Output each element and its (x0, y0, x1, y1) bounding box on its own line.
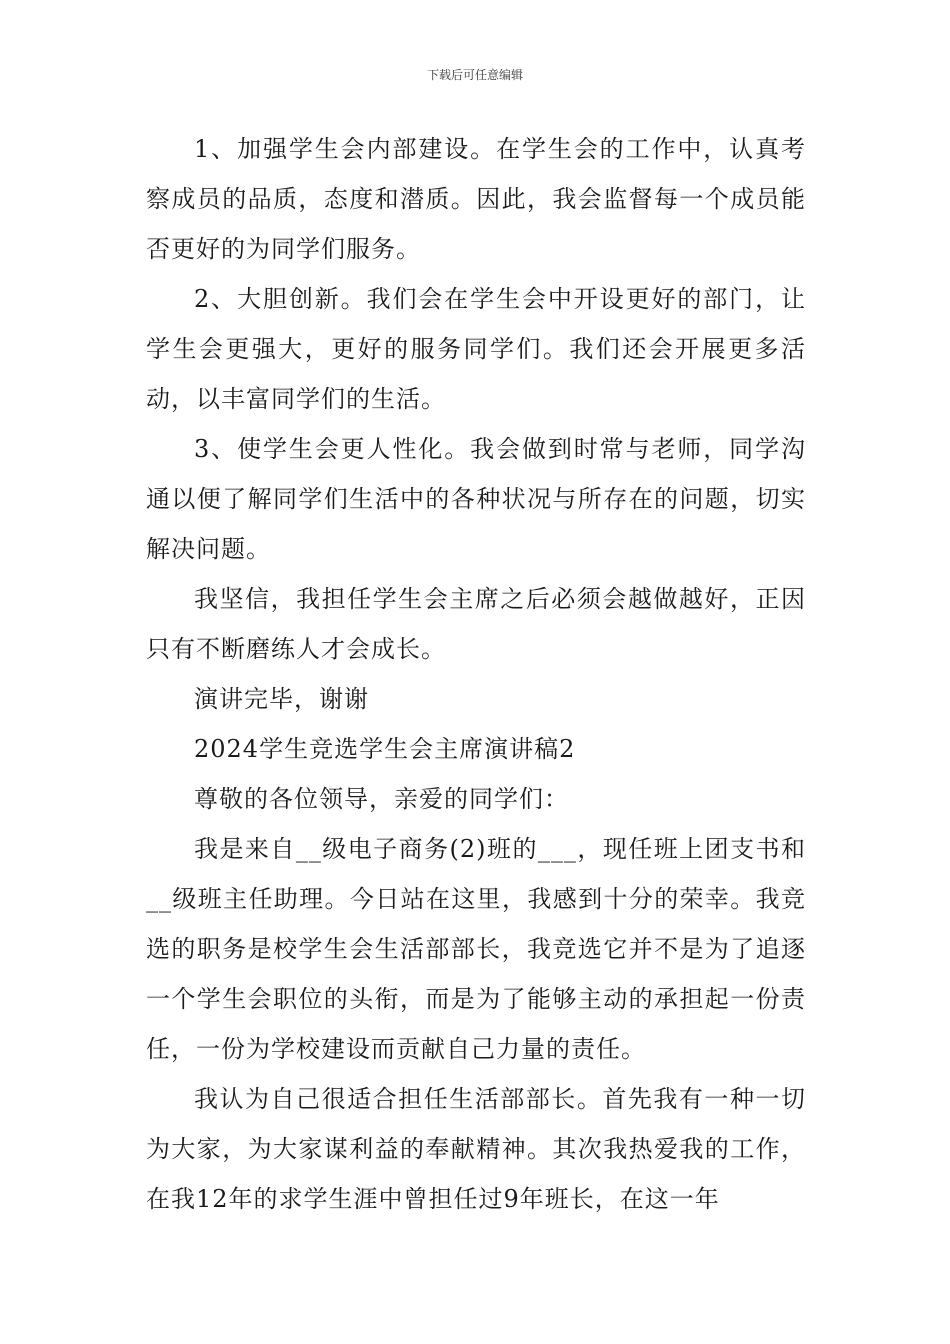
paragraph-qualification: 我认为自己很适合担任生活部部长。首先我有一种一切为大家，为大家谋利益的奉献精神。其次我热爱我的工作，在我12年的求学生涯中曾担任过9年班长，在这一年 (146, 1085, 806, 1213)
salutation: 尊敬的各位领导，亲爱的同学们： (194, 785, 569, 813)
paragraph-introduction: 我是来自__级电子商务(2)班的___，现任班上团支书和__级班主任助理。今日站在这里，我感到十分的荣幸。我竞选的职务是校学生会生活部部长，我竞选它并不是为了追逐一个学生会职位的头衔，而是为了能够主动的承担起一份责任，一份为学校建设而贡献自己力量的责任。 (146, 835, 806, 1063)
paragraph-conviction: 我坚信，我担任学生会主席之后必须会越做越好，正因只有不断磨练人才会成长。 (146, 585, 806, 663)
page-header-note: 下载后可任意编辑 (426, 68, 523, 82)
document-body (146, 124, 806, 1224)
paragraph-closing: 演讲完毕，谢谢 (194, 685, 369, 713)
speech-title: 2024学生竞选学生会主席演讲稿2 (194, 735, 576, 763)
paragraph-point-2: 2、大胆创新。我们会在学生会中开设更好的部门，让学生会更强大，更好的服务同学们。我们还会开展更多活动，以丰富同学们的生活。 (146, 285, 806, 413)
paragraph-point-3: 3、使学生会更人性化。我会做到时常与老师，同学沟通以便了解同学们生活中的各种状况与所存在的问题，切实解决问题。 (146, 435, 806, 563)
paragraph-point-1: 1、加强学生会内部建设。在学生会的工作中，认真考察成员的品质，态度和潜质。因此，我会监督每一个成员能否更好的为同学们服务。 (146, 135, 806, 263)
